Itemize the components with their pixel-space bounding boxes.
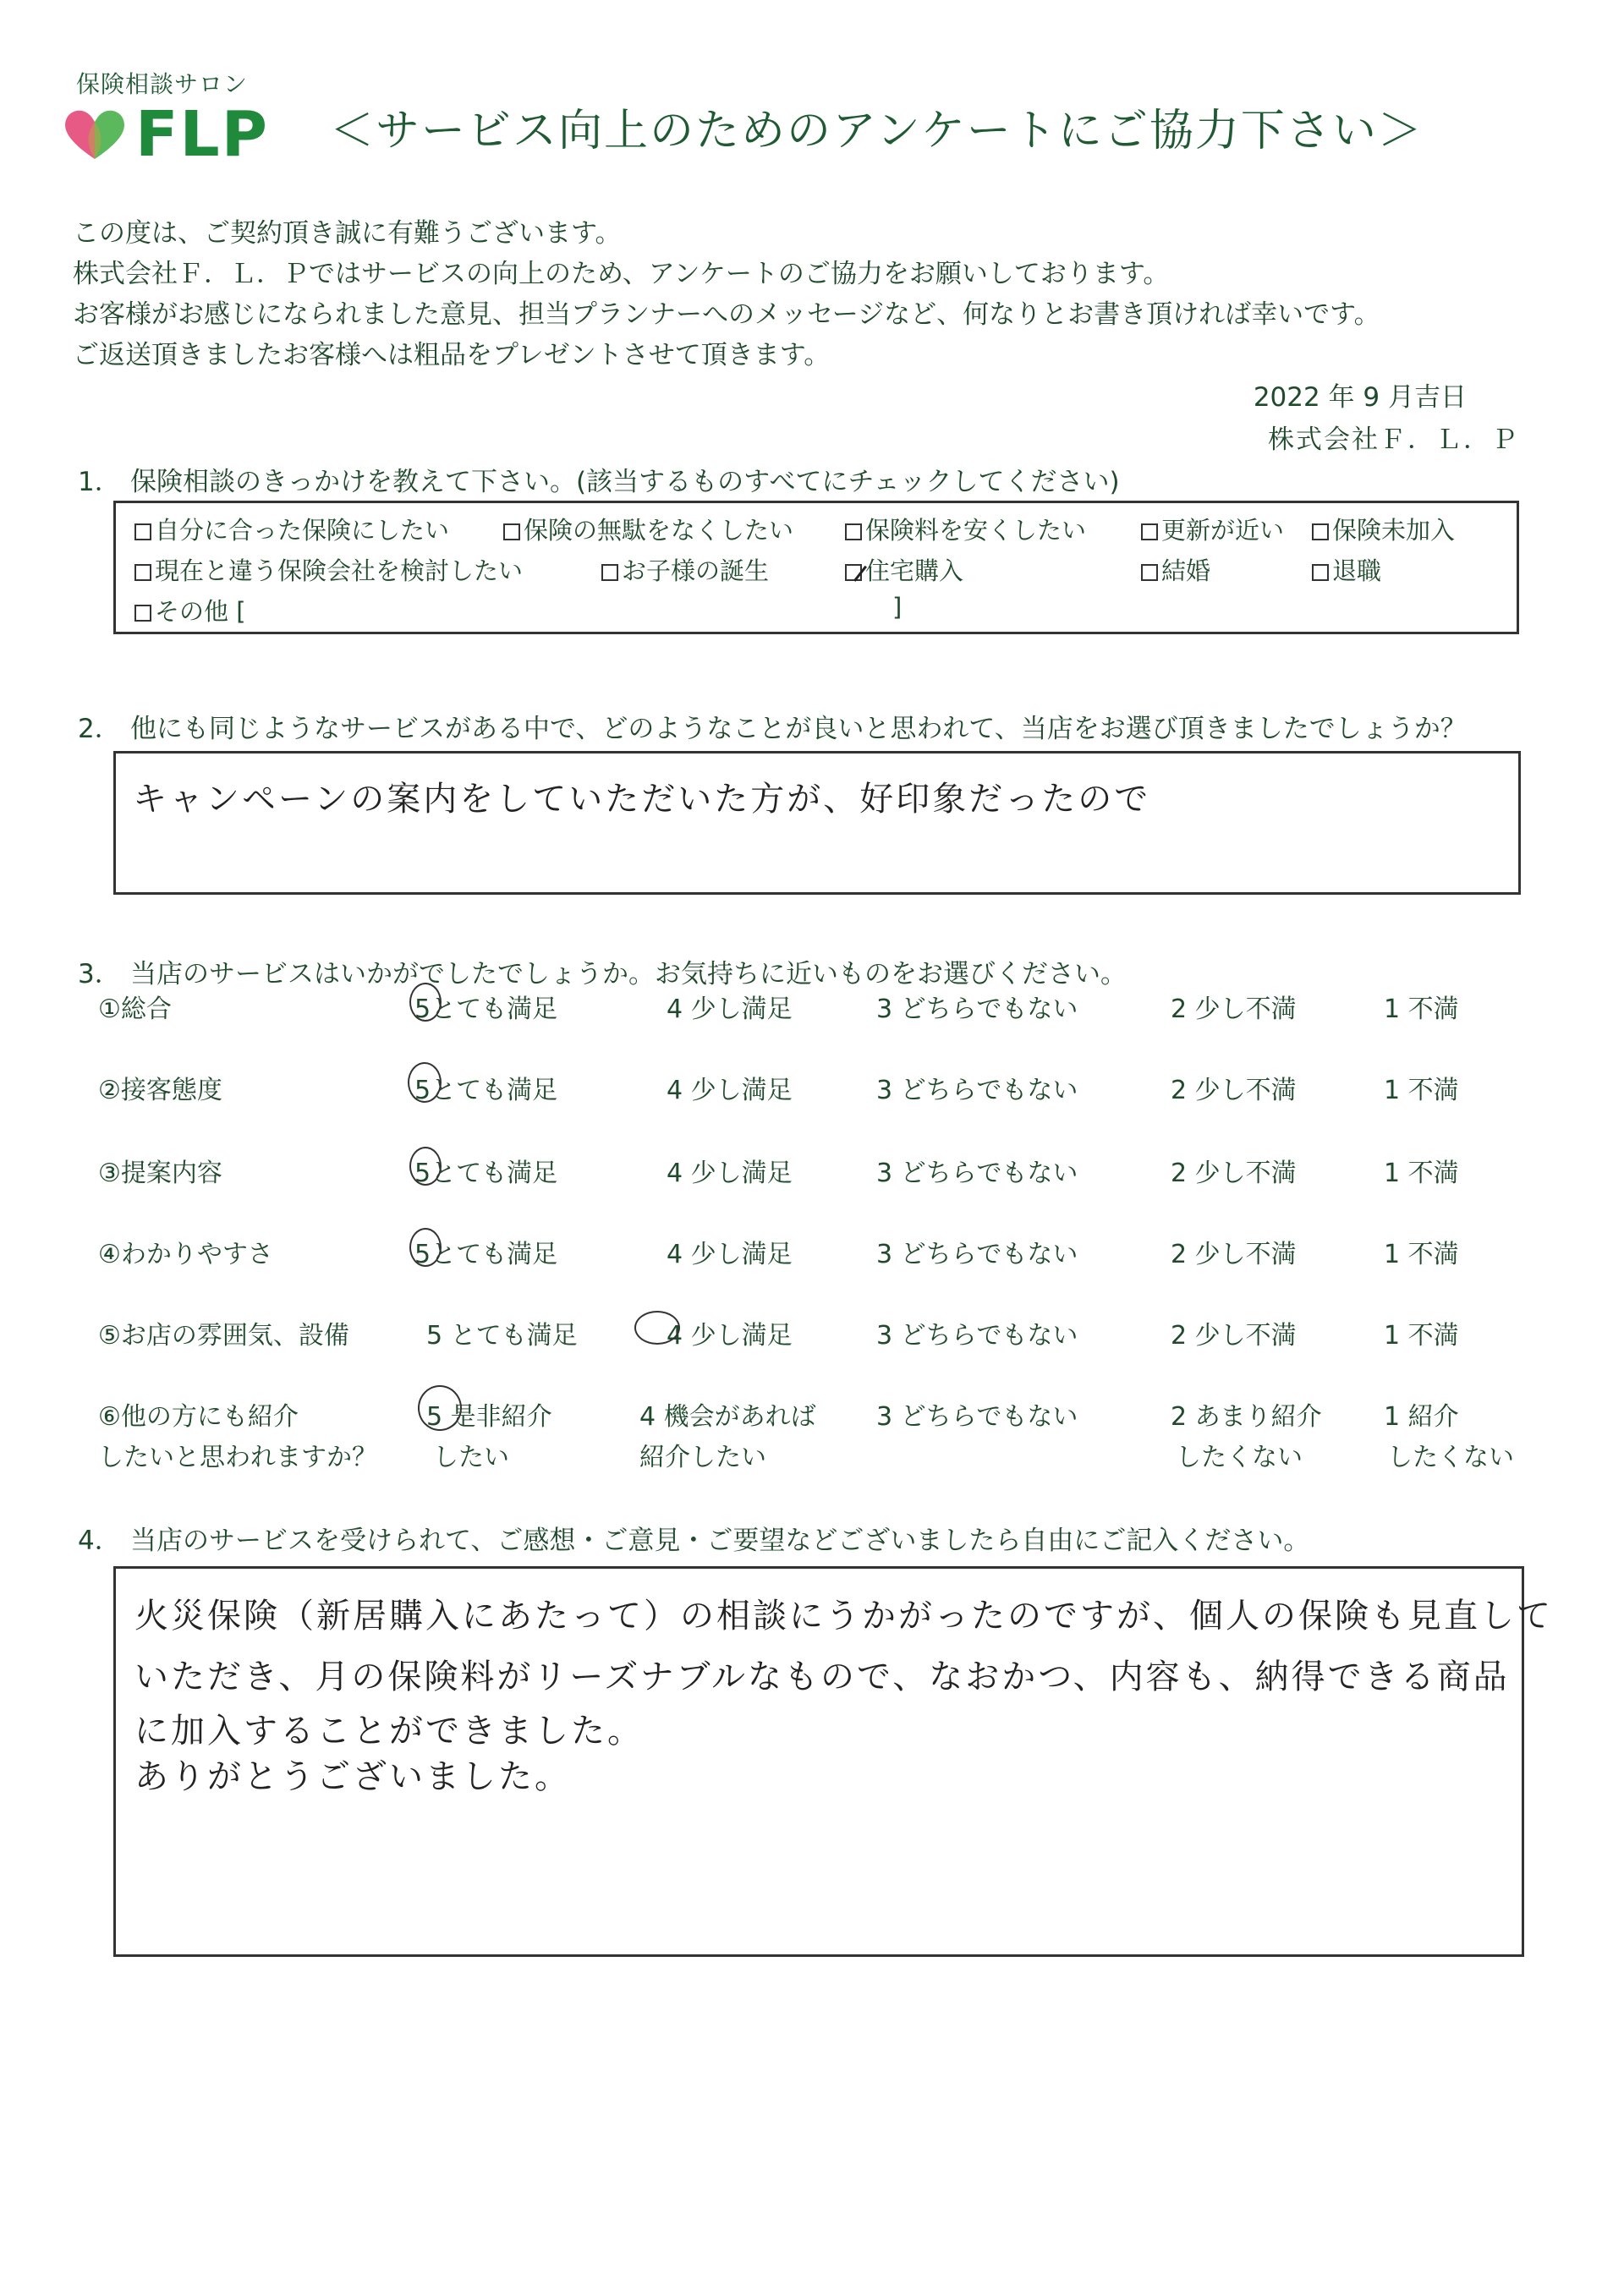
selection-circle-icon — [634, 1311, 680, 1345]
checkbox-icon[interactable] — [845, 523, 862, 540]
question-number: 2． — [78, 714, 121, 744]
rating-row — [0, 988, 1624, 1038]
checkbox-icon[interactable] — [1312, 564, 1329, 581]
checkbox-icon[interactable] — [1141, 523, 1158, 540]
rating-option[interactable]: 5とても満足 — [414, 995, 558, 1024]
selection-circle-icon — [409, 983, 442, 1022]
question-text: 保険相談のきっかけを教えて下さい。(該当するものすべてにチェックしてください) — [130, 467, 1120, 497]
rating-option[interactable]: 1 不満 — [1384, 1159, 1459, 1188]
question-1-options — [113, 501, 1519, 634]
intro-line: ご返送頂きましたお客様へは粗品をプレゼントさせて頂きます。 — [73, 340, 831, 370]
handwritten-answer-line: いただき、月の保険料がリーズナブルなもので、なおかつ、内容も、納得できる商品 — [134, 1658, 1510, 1696]
question-3-title — [78, 952, 1127, 990]
question-number: 4． — [78, 1526, 121, 1556]
rating-option[interactable]: 2 あまり紹介 — [1171, 1402, 1322, 1432]
rating-label: ③提案内容 — [98, 1159, 222, 1188]
option-label: 保険の無駄をなくしたい — [524, 516, 794, 545]
rating-option[interactable]: 1 不満 — [1384, 1240, 1459, 1269]
handwritten-answer-line: 火災保険（新居購入にあたって）の相談にうかがったのですが、個人の保険も見直して — [134, 1597, 1553, 1636]
rating-option[interactable]: 2 少し不満 — [1171, 995, 1297, 1024]
question-text: 当店のサービスを受けられて、ご感想・ご意見・ご要望などございましたら自由にご記入ください。 — [130, 1526, 1310, 1556]
option-checkbox[interactable] — [1312, 552, 1381, 587]
rating-option[interactable]: 1 不満 — [1384, 995, 1459, 1024]
checkbox-icon[interactable] — [134, 564, 151, 581]
selection-circle-icon — [409, 1147, 442, 1186]
rating-row — [0, 1395, 1624, 1477]
selection-circle-icon — [409, 1228, 442, 1267]
option-label: 保険料を安くしたい — [865, 516, 1087, 545]
handwritten-answer: キャンペーンの案内をしていただいた方が、好印象だったので — [133, 780, 1151, 819]
other-bracket-close: ] — [892, 593, 903, 622]
rating-option[interactable]: 2 少し不満 — [1171, 1321, 1297, 1351]
rating-row — [0, 1069, 1624, 1120]
checkbox-icon[interactable] — [134, 523, 151, 540]
rating-label: ①総合 — [98, 995, 172, 1024]
question-4-answer-box[interactable] — [113, 1566, 1553, 1957]
rating-option[interactable]: 3 どちらでもない — [876, 1076, 1078, 1105]
rating-option[interactable]: 4 機会があれば — [639, 1402, 816, 1432]
question-text: 他にも同じようなサービスがある中で、どのようなことが良いと思われて、当店をお選び頂きましたでしょうか？ — [130, 714, 1467, 744]
rating-option[interactable]: 2 少し不満 — [1171, 1159, 1297, 1188]
rating-option[interactable]: 4 少し満足 — [667, 995, 793, 1024]
rating-option[interactable]: 5 是非紹介 — [426, 1402, 552, 1432]
date: 2022 年 9 月吉日 — [1253, 382, 1467, 413]
option-label: お子様の誕生 — [622, 556, 770, 585]
rating-option[interactable]: 3 どちらでもない — [876, 1402, 1078, 1432]
company-name: 株式会社Ｆ．Ｌ．Ｐ — [1268, 425, 1519, 455]
question-1-title — [78, 460, 1120, 498]
rating-option[interactable]: 2 少し不満 — [1171, 1076, 1297, 1105]
option-checkbox[interactable] — [134, 552, 523, 587]
rating-option[interactable]: 4 少し満足 — [667, 1321, 793, 1351]
rating-option[interactable]: 5とても満足 — [414, 1240, 558, 1269]
checkbox-icon[interactable] — [134, 605, 151, 622]
option-label: 住宅購入 — [865, 556, 964, 585]
rating-row — [0, 1233, 1624, 1284]
heart-logo-icon — [61, 103, 129, 162]
option-label: 現在と違う保険会社を検討したい — [155, 556, 524, 585]
rating-option-sub: 紹介したい — [639, 1443, 766, 1472]
option-checkbox[interactable] — [1312, 512, 1455, 546]
option-checkbox[interactable] — [601, 552, 769, 587]
option-label: 結婚 — [1161, 556, 1211, 585]
checkbox-icon[interactable] — [1141, 564, 1158, 581]
rating-row — [0, 1152, 1624, 1203]
logo — [61, 66, 281, 171]
logo-caption: 保険相談サロン — [76, 70, 249, 98]
checkbox-icon[interactable] — [601, 564, 618, 581]
rating-option[interactable]: 5とても満足 — [414, 1076, 558, 1105]
option-checkbox[interactable] — [1141, 512, 1284, 546]
question-4-title — [78, 1519, 1309, 1557]
rating-label: ⑥他の方にも紹介 — [98, 1402, 299, 1432]
rating-option[interactable]: 3 どちらでもない — [876, 1321, 1078, 1351]
rating-option[interactable]: 1 紹介 — [1384, 1402, 1459, 1432]
rating-option[interactable]: 1 不満 — [1384, 1076, 1459, 1105]
rating-option[interactable]: 3 どちらでもない — [876, 1240, 1078, 1269]
intro-line: お客様がお感じになられました意見、担当プランナーへのメッセージなど、何なりとお書き頂ければ幸いです。 — [73, 299, 1380, 330]
checkbox-icon[interactable] — [503, 523, 520, 540]
rating-option[interactable]: 3 どちらでもない — [876, 995, 1078, 1024]
rating-option[interactable]: 5 とても満足 — [426, 1321, 578, 1351]
rating-option[interactable]: 2 少し不満 — [1171, 1240, 1297, 1269]
option-checkbox[interactable] — [134, 512, 449, 546]
rating-option-sub: したくない — [1387, 1443, 1514, 1472]
page-title: ＜サービス向上のためのアンケートにご協力下さい＞ — [330, 106, 1424, 156]
intro-line: この度は、ご契約頂き誠に有難うございます。 — [73, 218, 622, 249]
option-label: 退職 — [1332, 556, 1382, 585]
rating-option[interactable]: 4 少し満足 — [667, 1159, 793, 1188]
rating-option[interactable]: 5とても満足 — [414, 1159, 558, 1188]
selection-circle-icon — [418, 1385, 462, 1431]
option-label: その他 [ — [155, 597, 246, 626]
rating-option[interactable]: 1 不満 — [1384, 1321, 1459, 1351]
rating-option[interactable]: 4 少し満足 — [667, 1076, 793, 1105]
option-checkbox[interactable] — [845, 512, 1086, 546]
selection-circle-icon — [408, 1062, 442, 1103]
handwritten-answer-line: に加入することができました。 — [134, 1712, 644, 1751]
option-label: 自分に合った保険にしたい — [155, 516, 450, 545]
question-2-title — [78, 707, 1467, 745]
question-number: 1． — [78, 467, 121, 497]
rating-option-sub: したい — [433, 1443, 509, 1472]
rating-label: したいと思われますか？ — [98, 1443, 377, 1472]
option-checkbox[interactable] — [134, 593, 246, 627]
option-label: 保険未加入 — [1332, 516, 1456, 545]
option-checkbox[interactable] — [1141, 552, 1210, 587]
option-label: 更新が近い — [1161, 516, 1285, 545]
rating-option[interactable]: 3 どちらでもない — [876, 1159, 1078, 1188]
question-text: 当店のサービスはいかがでしたでしょうか。お気持ちに近いものをお選びください。 — [130, 959, 1127, 989]
rating-row — [0, 1314, 1624, 1365]
checkbox-icon[interactable] — [1312, 523, 1329, 540]
question-number: 3． — [78, 959, 121, 989]
rating-label: ④わかりやすさ — [98, 1240, 273, 1269]
question-2-answer-box[interactable] — [113, 751, 1521, 895]
checkbox-checked-icon[interactable] — [845, 564, 862, 581]
rating-label: ⑤お店の雰囲気、設備 — [98, 1321, 349, 1351]
option-checkbox[interactable] — [845, 552, 963, 587]
logo-text: FLP — [135, 98, 269, 171]
rating-option[interactable]: 4 少し満足 — [667, 1240, 793, 1269]
intro-line: 株式会社Ｆ．Ｌ．Ｐではサービスの向上のため、アンケートのご協力をお願いしております。 — [73, 259, 1170, 289]
handwritten-answer-line: ありがとうございました。 — [134, 1757, 571, 1796]
rating-option-sub: したくない — [1176, 1443, 1303, 1472]
intro-text — [73, 213, 1561, 375]
rating-label: ②接客態度 — [98, 1076, 222, 1105]
option-checkbox[interactable] — [503, 512, 793, 546]
